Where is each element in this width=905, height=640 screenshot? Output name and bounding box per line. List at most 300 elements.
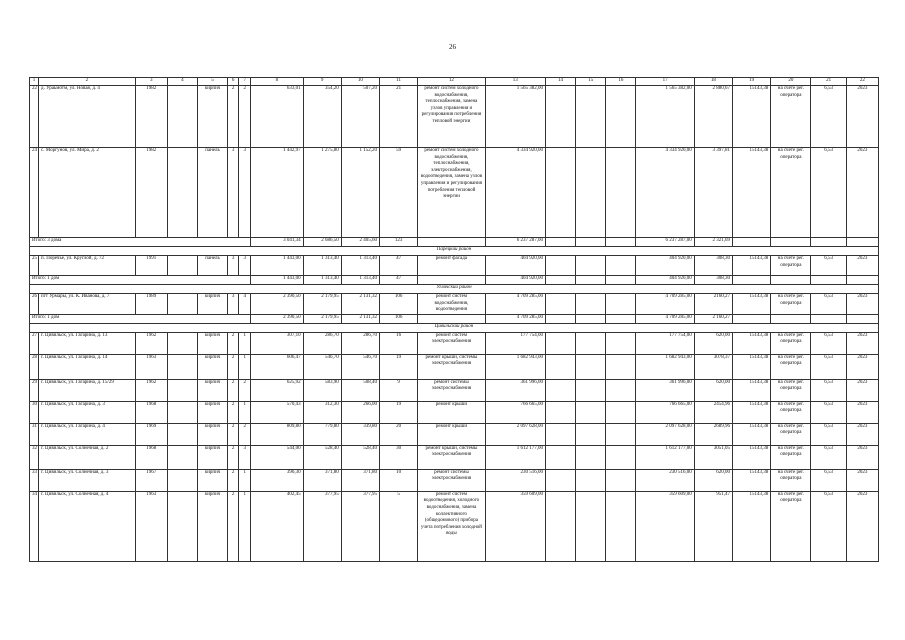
col-21-cell: 6,53 [811, 86, 846, 148]
empty-cell [545, 276, 575, 285]
repair-cost-cell: 4 709 285,00 [485, 294, 545, 315]
floors-cell: 2 [228, 401, 239, 423]
col-16-cell [606, 469, 636, 491]
subtotal-cost: 6 237 287,00 [485, 238, 545, 247]
empty-cell [771, 276, 811, 285]
build-year-cell: 1968 [135, 401, 167, 423]
empty-cell [576, 314, 606, 323]
row-number-cell: 27 [30, 332, 39, 354]
subtotal-residents: 106 [380, 314, 418, 323]
empty-cell [606, 276, 636, 285]
column-number-row [30, 78, 879, 86]
col-4-cell [167, 256, 197, 276]
col-14-cell [545, 86, 575, 148]
fund-method-cell: на счете рег. оператора [771, 332, 811, 354]
col-16-cell [606, 401, 636, 423]
repair-cost-cell: 361 996,00 [485, 379, 545, 401]
empty-cell [771, 238, 811, 247]
cost-per-m2-cell: 2 880,67 [694, 86, 732, 148]
col-15-cell [576, 256, 606, 276]
col-15-cell [576, 491, 606, 561]
col-16-cell [606, 294, 636, 315]
col-14-cell [545, 491, 575, 561]
work-types-cell: ремонт крыши, системы электроснабжения [418, 354, 485, 379]
address-cell: п. Поречье, ул. Круглой, д. 72 [39, 256, 136, 276]
subtotal-residential-area: 2 179,95 [303, 314, 341, 323]
table-row [30, 469, 879, 491]
total-area-cell: 625,92 [251, 379, 303, 401]
residential-area-owned-cell: 1 313,40 [341, 256, 379, 276]
column-number: 8 [251, 78, 303, 86]
row-number-cell: 34 [30, 491, 39, 561]
table-body [30, 78, 879, 562]
repair-cost-cell: 2 097 628,00 [485, 423, 545, 445]
residents-cell: 59 [380, 148, 418, 238]
cost-per-m2-cell: 2160,27 [694, 294, 732, 315]
cost-limit-cell: 15143,38 [733, 401, 771, 423]
row-number-cell: 26 [30, 294, 39, 315]
empty-cell [418, 238, 485, 247]
district-name: Парецкий район [30, 247, 879, 256]
residential-area-cell: 1 313,40 [303, 256, 341, 276]
column-number: 16 [606, 78, 636, 86]
column-number: 21 [811, 78, 846, 86]
subtotal-residential-area-owned: 2 131,32 [341, 314, 379, 323]
planned-year-cell: 2023 [846, 423, 878, 445]
subtotal-residential-area-owned: 2 405,60 [341, 238, 379, 247]
row-number-cell: 31 [30, 423, 39, 445]
planned-year-cell: 2023 [846, 469, 878, 491]
col-14-cell [545, 294, 575, 315]
cost-per-m2-cell: 308,30 [694, 256, 732, 276]
col-14-cell [545, 256, 575, 276]
build-year-cell: 1969 [135, 423, 167, 445]
col-16-cell [606, 445, 636, 469]
row-number-cell: 30 [30, 401, 39, 423]
repair-cost-cell: 404 920,00 [485, 256, 545, 276]
column-number: 12 [418, 78, 485, 86]
fund-method-cell: на счете рег. оператора [771, 256, 811, 276]
fund-cost-cell: 766 665,00 [636, 401, 694, 423]
subtotal-fund-cost: 404 920,00 [636, 276, 694, 285]
row-number-cell: 28 [30, 354, 39, 379]
col-21-cell: 6,53 [811, 332, 846, 354]
residents-cell: 47 [380, 256, 418, 276]
residential-area-cell: 354,20 [303, 86, 341, 148]
row-number-cell: 24 [30, 148, 39, 238]
work-types-cell: ремонт систем электроснабжения [418, 332, 485, 354]
col-4-cell [167, 445, 197, 469]
column-number: 7 [239, 78, 251, 86]
total-area-cell: 570,43 [251, 401, 303, 423]
planned-year-cell: 2023 [846, 294, 878, 315]
column-number: 19 [733, 78, 771, 86]
build-year-cell: 1963 [135, 354, 167, 379]
subtotal-total-area: 3 041,34 [251, 238, 303, 247]
repair-cost-cell: 1 565 382,00 [485, 86, 545, 148]
empty-cell [576, 238, 606, 247]
cost-limit-cell: 15143,38 [733, 332, 771, 354]
col-15-cell [576, 379, 606, 401]
col-21-cell: 6,53 [811, 445, 846, 469]
wall-material-cell: кирпич [197, 423, 227, 445]
subtotal-cost-per-m2: 2 160,27 [694, 314, 732, 323]
fund-method-cell: на счете рег. оператора [771, 379, 811, 401]
column-number: 6 [228, 78, 239, 86]
entrances-cell: 3 [239, 256, 251, 276]
residential-area-cell: 286,70 [303, 332, 341, 354]
col-4-cell [167, 332, 197, 354]
residents-cell: 19 [380, 401, 418, 423]
col-16-cell [606, 379, 636, 401]
planned-year-cell: 2023 [846, 379, 878, 401]
floors-cell: 3 [228, 294, 239, 315]
col-16-cell [606, 423, 636, 445]
col-15-cell [576, 86, 606, 148]
fund-cost-cell: 1 612 177,00 [636, 445, 694, 469]
subtotal-fund-cost: 6 237 287,00 [636, 238, 694, 247]
entrances-cell: 1 [239, 469, 251, 491]
floors-cell: 3 [228, 148, 239, 238]
build-year-cell: 1982 [135, 148, 167, 238]
planned-year-cell: 2023 [846, 401, 878, 423]
col-14-cell [545, 354, 575, 379]
wall-material-cell: кирпич [197, 401, 227, 423]
fund-method-cell: на счете рег. оператора [771, 354, 811, 379]
col-14-cell [545, 148, 575, 238]
row-number-cell: 22 [30, 86, 39, 148]
fund-method-cell: на счете рег. оператора [771, 469, 811, 491]
column-number: 5 [197, 78, 227, 86]
total-area-cell: 402,45 [251, 491, 303, 561]
entrances-cell: 1 [239, 491, 251, 561]
table-row [30, 379, 879, 401]
fund-cost-cell: 361 996,00 [636, 379, 694, 401]
col-21-cell: 6,53 [811, 469, 846, 491]
residential-area-cell: 377,95 [303, 491, 341, 561]
work-types-cell: ремонт систем холодного водоснабжения, теплоснабжения, электроснабжения, водоотведения, замена узлов управления и регулирования потребления тепловой энергии [418, 148, 485, 238]
col-21-cell: 6,53 [811, 354, 846, 379]
subtotal-residential-area: 2 686,50 [303, 238, 341, 247]
fund-method-cell: на счете рег. оператора [771, 294, 811, 315]
residential-area-owned-cell: 286,70 [341, 332, 379, 354]
cost-limit-cell: 15143,38 [733, 354, 771, 379]
work-types-cell: ремонт систем водоотведения, холодного водоснабжения, замена коллективного (общедомового) прибора учета потребления холодной воды [418, 491, 485, 561]
fund-cost-cell: 4 709 285,00 [636, 294, 694, 315]
build-year-cell: 1962 [135, 332, 167, 354]
entrances-cell: 2 [239, 423, 251, 445]
subtotal-total-area: 1 443,00 [251, 276, 303, 285]
cost-limit-cell: 15143,38 [733, 294, 771, 315]
col-21-cell: 6,53 [811, 379, 846, 401]
total-area-cell: 396,30 [251, 469, 303, 491]
floors-cell: 2 [228, 491, 239, 561]
fund-cost-cell: 359 609,00 [636, 491, 694, 561]
table-row [30, 294, 879, 315]
cost-per-m2-cell: 2689,96 [694, 423, 732, 445]
build-year-cell: 1962 [135, 379, 167, 401]
repair-cost-cell: 766 665,00 [485, 401, 545, 423]
empty-cell [418, 276, 485, 285]
repair-cost-cell: 177 754,00 [485, 332, 545, 354]
residential-area-cell: 371,80 [303, 469, 341, 491]
empty-cell [846, 238, 878, 247]
residential-area-cell: 2 179,95 [303, 294, 341, 315]
subtotal-label: Итого: 1 дом [30, 276, 251, 285]
residential-area-owned-cell: 508,40 [341, 379, 379, 401]
wall-material-cell: кирпич [197, 354, 227, 379]
cost-limit-cell: 15143,38 [733, 256, 771, 276]
col-15-cell [576, 401, 606, 423]
col-15-cell [576, 469, 606, 491]
repair-cost-cell: 359 609,00 [485, 491, 545, 561]
empty-cell [846, 314, 878, 323]
wall-material-cell: кирпич [197, 445, 227, 469]
address-cell: г. Цивильск, ул. Солнечная, д. 2 [39, 445, 136, 469]
fund-method-cell: на счете рег. оператора [771, 423, 811, 445]
subtotal-cost-per-m2: 308,30 [694, 276, 732, 285]
fund-cost-cell: 1 682 943,00 [636, 354, 694, 379]
residential-area-owned-cell: 2 131,32 [341, 294, 379, 315]
empty-cell [733, 314, 771, 323]
subtotal-residential-area-owned: 1 313,40 [341, 276, 379, 285]
cost-limit-cell: 15143,38 [733, 379, 771, 401]
residents-cell: 20 [380, 423, 418, 445]
col-16-cell [606, 148, 636, 238]
work-types-cell: ремонт крыши, системы электроснабжения [418, 445, 485, 469]
subtotal-row [30, 276, 879, 285]
column-number: 13 [485, 78, 545, 86]
empty-cell [811, 276, 846, 285]
empty-cell [606, 238, 636, 247]
residential-area-cell: 779,80 [303, 423, 341, 445]
col-15-cell [576, 354, 606, 379]
fund-method-cell: на счете рег. оператора [771, 148, 811, 238]
work-types-cell: ремонт крыши [418, 401, 485, 423]
wall-material-cell: кирпич [197, 469, 227, 491]
subtotal-cost-per-m2: 2 321,69 [694, 238, 732, 247]
fund-method-cell: на счете рег. оператора [771, 86, 811, 148]
empty-cell [771, 314, 811, 323]
col-15-cell [576, 148, 606, 238]
residential-area-owned-cell: 371,80 [341, 469, 379, 491]
col-4-cell [167, 491, 197, 561]
floors-cell: 2 [228, 423, 239, 445]
cost-per-m2-cell: 951,47 [694, 491, 732, 561]
column-number: 3 [135, 78, 167, 86]
column-number: 2 [39, 78, 136, 86]
residents-cell: 30 [380, 445, 418, 469]
table-row [30, 86, 879, 148]
wall-material-cell: кирпич [197, 332, 227, 354]
col-16-cell [606, 86, 636, 148]
cost-limit-cell: 15143,38 [733, 491, 771, 561]
subtotal-row [30, 238, 879, 247]
address-cell: пгт Урмары, ул. К. Иванова, д. 7 [39, 294, 136, 315]
fund-cost-cell: 2 097 628,00 [636, 423, 694, 445]
entrances-cell: 2 [239, 86, 251, 148]
cost-per-m2-cell: 3 397,81 [694, 148, 732, 238]
floors-cell: 2 [228, 445, 239, 469]
col-4-cell [167, 86, 197, 148]
subtotal-label: Итого: 1 дом [30, 314, 251, 323]
residential-area-cell: 312,30 [303, 401, 341, 423]
district-name: Угличский район [30, 285, 879, 294]
residents-cell: 9 [380, 379, 418, 401]
column-number: 17 [636, 78, 694, 86]
address-cell: д. Ураьмотм, ул. Новая, д. 4 [39, 86, 136, 148]
cost-limit-cell: 15143,38 [733, 445, 771, 469]
address-cell: г. Цивильск, ул. Гагарина, д. 4 [39, 423, 136, 445]
table-row [30, 354, 879, 379]
col-4-cell [167, 423, 197, 445]
fund-method-cell: на счете рег. оператора [771, 491, 811, 561]
table-row [30, 423, 879, 445]
subtotal-label: Итого: 3 дома [30, 238, 251, 247]
table-row [30, 445, 879, 469]
empty-cell [811, 238, 846, 247]
fund-cost-cell: 230 516,00 [636, 469, 694, 491]
column-number: 1 [30, 78, 39, 86]
build-year-cell: 1967 [135, 469, 167, 491]
col-21-cell: 6,53 [811, 401, 846, 423]
build-year-cell: 1989 [135, 294, 167, 315]
cost-per-m2-cell: 3078,37 [694, 354, 732, 379]
col-15-cell [576, 294, 606, 315]
entrances-cell: 3 [239, 445, 251, 469]
subtotal-residents: 47 [380, 276, 418, 285]
cost-limit-cell: 15143,38 [733, 86, 771, 148]
col-4-cell [167, 294, 197, 315]
wall-material-cell: кирпич [197, 379, 227, 401]
subtotal-residents: 123 [380, 238, 418, 247]
fund-method-cell: на счете рег. оператора [771, 445, 811, 469]
col-14-cell [545, 423, 575, 445]
cost-limit-cell: 15143,38 [733, 148, 771, 238]
section-header-row [30, 247, 879, 256]
district-name: Цивильский район [30, 323, 879, 332]
wall-material-cell: кирпич [197, 86, 227, 148]
empty-cell [733, 238, 771, 247]
column-number: 18 [694, 78, 732, 86]
col-15-cell [576, 445, 606, 469]
address-cell: г. Цивильск, ул. Солнечная, д. 4 [39, 491, 136, 561]
row-number-cell: 33 [30, 469, 39, 491]
address-cell: г. Цивильск, ул. Гагарина, д. 13 [39, 332, 136, 354]
build-year-cell: 1963 [135, 491, 167, 561]
address-cell: с. Моргунов, ул. Мира, д. 2 [39, 148, 136, 238]
planned-year-cell: 2023 [846, 445, 878, 469]
address-cell: г. Цивильск, ул. Солнечная, д. 3 [39, 469, 136, 491]
col-4-cell [167, 354, 197, 379]
work-types-cell: ремонт систем холодного водоснабжения, теплоснабжения, замена узлов управления и регулирования потребления тепловой энергии [418, 86, 485, 148]
col-21-cell: 6,53 [811, 423, 846, 445]
residential-area-cell: 1 275,80 [303, 148, 341, 238]
col-14-cell [545, 401, 575, 423]
empty-cell [545, 238, 575, 247]
column-number: 4 [167, 78, 197, 86]
total-area-cell: 606,47 [251, 354, 303, 379]
table-row [30, 332, 879, 354]
column-number: 15 [576, 78, 606, 86]
repair-cost-cell: 230 516,00 [485, 469, 545, 491]
entrances-cell: 2 [239, 379, 251, 401]
floors-cell: 2 [228, 332, 239, 354]
row-number-cell: 32 [30, 445, 39, 469]
residential-area-cell: 528,40 [303, 445, 341, 469]
empty-cell [545, 314, 575, 323]
fund-method-cell: на счете рег. оператора [771, 401, 811, 423]
column-number: 22 [846, 78, 878, 86]
work-types-cell: ремонт систем водоснабжения, водоотведения [418, 294, 485, 315]
address-cell: г. Цивильск, ул. Гагарина, д. 15/29 [39, 379, 136, 401]
subtotal-cost: 4 709 285,00 [485, 314, 545, 323]
residents-cell: 19 [380, 354, 418, 379]
work-types-cell: ремонт системы электроснабжения [418, 469, 485, 491]
work-types-cell: ремонт фасада [418, 256, 485, 276]
fund-cost-cell: 4 334 920,00 [636, 148, 694, 238]
residents-cell: 10 [380, 469, 418, 491]
residential-area-owned-cell: 1 152,20 [341, 148, 379, 238]
total-area-cell: 2 390,50 [251, 294, 303, 315]
residential-area-owned-cell: 546,70 [341, 354, 379, 379]
planned-year-cell: 2023 [846, 256, 878, 276]
residents-cell: 21 [380, 86, 418, 148]
entrances-cell: 4 [239, 294, 251, 315]
residents-cell: 106 [380, 294, 418, 315]
col-4-cell [167, 469, 197, 491]
planned-year-cell: 2023 [846, 86, 878, 148]
empty-cell [576, 276, 606, 285]
col-14-cell [545, 445, 575, 469]
residential-area-owned-cell: 266,00 [341, 401, 379, 423]
residents-cell: 16 [380, 332, 418, 354]
build-year-cell: 1991 [135, 256, 167, 276]
wall-material-cell: панель [197, 256, 227, 276]
col-15-cell [576, 423, 606, 445]
total-area-cell: 307,10 [251, 332, 303, 354]
repair-cost-cell: 1 612 177,00 [485, 445, 545, 469]
cost-per-m2-cell: 620,00 [694, 379, 732, 401]
repair-register-table [29, 77, 879, 562]
subtotal-cost: 404 920,00 [485, 276, 545, 285]
residential-area-cell: 546,70 [303, 354, 341, 379]
empty-cell [846, 276, 878, 285]
entrances-cell: 1 [239, 401, 251, 423]
address-cell: г. Цивильск, ул. Гагарина, д. 3 [39, 401, 136, 423]
column-number: 20 [771, 78, 811, 86]
col-16-cell [606, 354, 636, 379]
column-number: 9 [303, 78, 341, 86]
entrances-cell: 1 [239, 332, 251, 354]
column-number: 11 [380, 78, 418, 86]
empty-cell [418, 314, 485, 323]
entrances-cell: 1 [239, 354, 251, 379]
col-21-cell: 6,53 [811, 148, 846, 238]
cost-limit-cell: 15143,38 [733, 469, 771, 491]
column-number: 14 [545, 78, 575, 86]
col-16-cell [606, 491, 636, 561]
planned-year-cell: 2023 [846, 354, 878, 379]
col-21-cell: 6,53 [811, 256, 846, 276]
build-year-cell: 1982 [135, 86, 167, 148]
total-area-cell: 809,80 [251, 423, 303, 445]
col-16-cell [606, 332, 636, 354]
build-year-cell: 1968 [135, 445, 167, 469]
fund-cost-cell: 404 920,00 [636, 256, 694, 276]
total-area-cell: 1 442,97 [251, 148, 303, 238]
col-15-cell [576, 332, 606, 354]
